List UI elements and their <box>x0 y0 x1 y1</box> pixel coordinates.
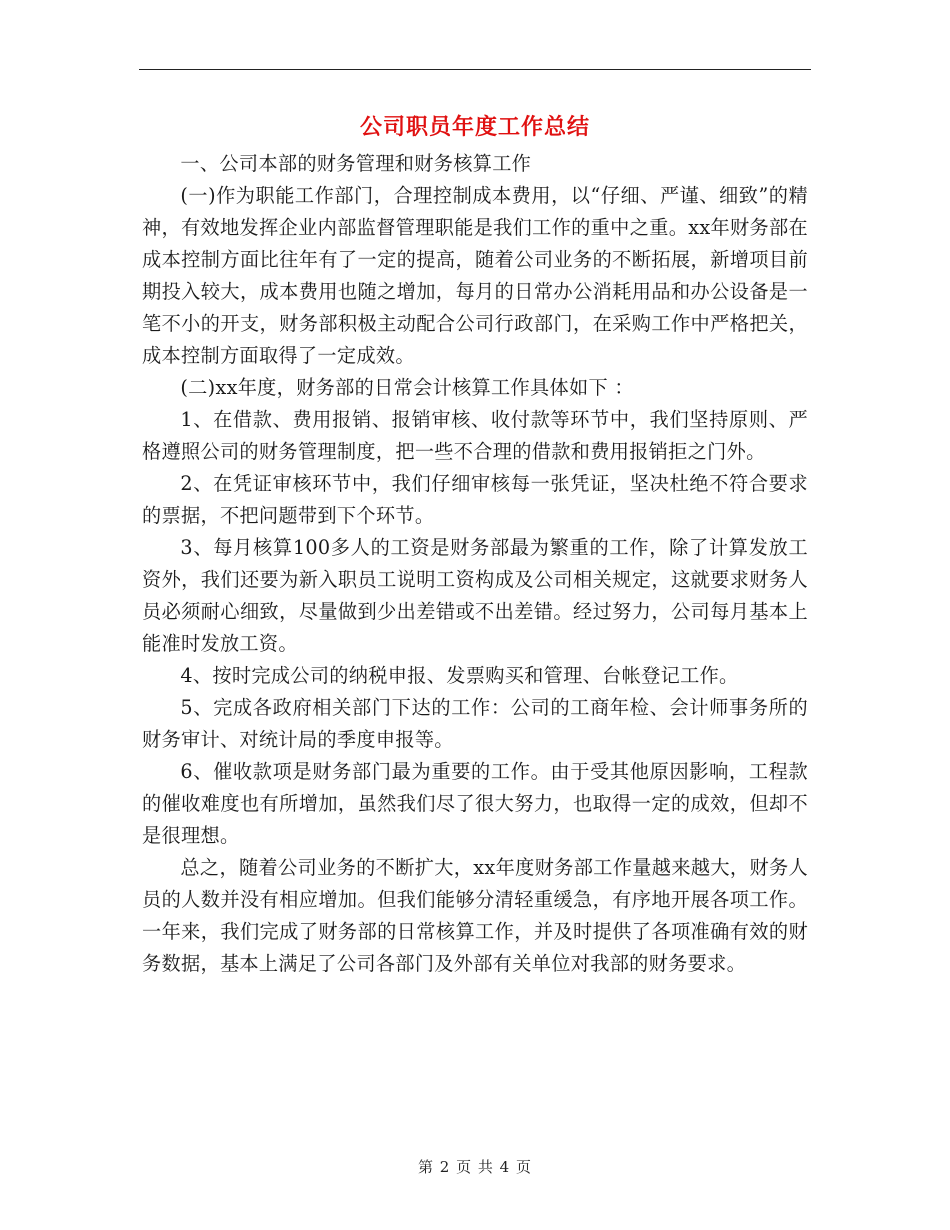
paragraph: 总之，随着公司业务的不断扩大，xx年度财务部工作量越来越大，财务人员的人数并没有相应增加。但我们能够分清轻重缓急，有序地开展各项工作。一年来，我们完成了财务部的日常核算工作，并及时提供了各项准确有效的财务数据，基本上满足了公司各部门及外部有关单位对我部的财务要求。 <box>142 856 808 975</box>
paragraph: 6、催收款项是财务部门最为重要的工作。由于受其他原因影响，工程款的催收难度也有所增加，虽然我们尽了很大努力，也取得一定的成效，但却不是很理想。 <box>142 760 808 847</box>
page-footer: 第 2 页 共 4 页 <box>418 1158 532 1176</box>
header-rule <box>139 69 811 70</box>
document-title: 公司职员年度工作总结 <box>359 115 590 140</box>
paragraph: 4、按时完成公司的纳税申报、发票购买和管理、台帐登记工作。 <box>180 664 739 687</box>
paragraph: 3、每月核算100多人的工资是财务部最为繁重的工作，除了计算发放工资外，我们还要为新入职员工说明工资构成及公司相关规定，这就要求财务人员必须耐心细致，尽量做到少出差错或不出差错。经过努力，公司每月基本上能准时发放工资。 <box>142 536 808 655</box>
paragraph: 1、在借款、费用报销、报销审核、收付款等环节中，我们坚持原则、严格遵照公司的财务管理制度，把一些不合理的借款和费用报销拒之门外。 <box>142 408 808 463</box>
paragraph: 2、在凭证审核环节中，我们仔细审核每一张凭证，坚决杜绝不符合要求的票据，不把问题带到下个环节。 <box>142 472 808 527</box>
section-heading: 一、公司本部的财务管理和财务核算工作 <box>180 152 532 175</box>
paragraph: (一)作为职能工作部门，合理控制成本费用，以“仔细、严谨、细致”的精神，有效地发挥企业内部监督管理职能是我们工作的重中之重。xx年财务部在成本控制方面比往年有了一定的提高，随着公司业务的不断拓展，新增项目前期投入较大，成本费用也随之增加，每月的日常办公消耗用品和办公设备是一笔不小的开支，财务部积极主动配合公司行政部门，在采购工作中严格把关，成本控制方面取得了一定成效。 <box>142 184 808 367</box>
document-body <box>142 148 808 980</box>
paragraph: (二)xx年度，财务部的日常会计核算工作具体如下 ： <box>180 376 634 399</box>
paragraph: 5、完成各政府相关部门下达的工作：公司的工商年检、会计师事务所的财务审计、对统计局的季度申报等。 <box>142 696 808 751</box>
